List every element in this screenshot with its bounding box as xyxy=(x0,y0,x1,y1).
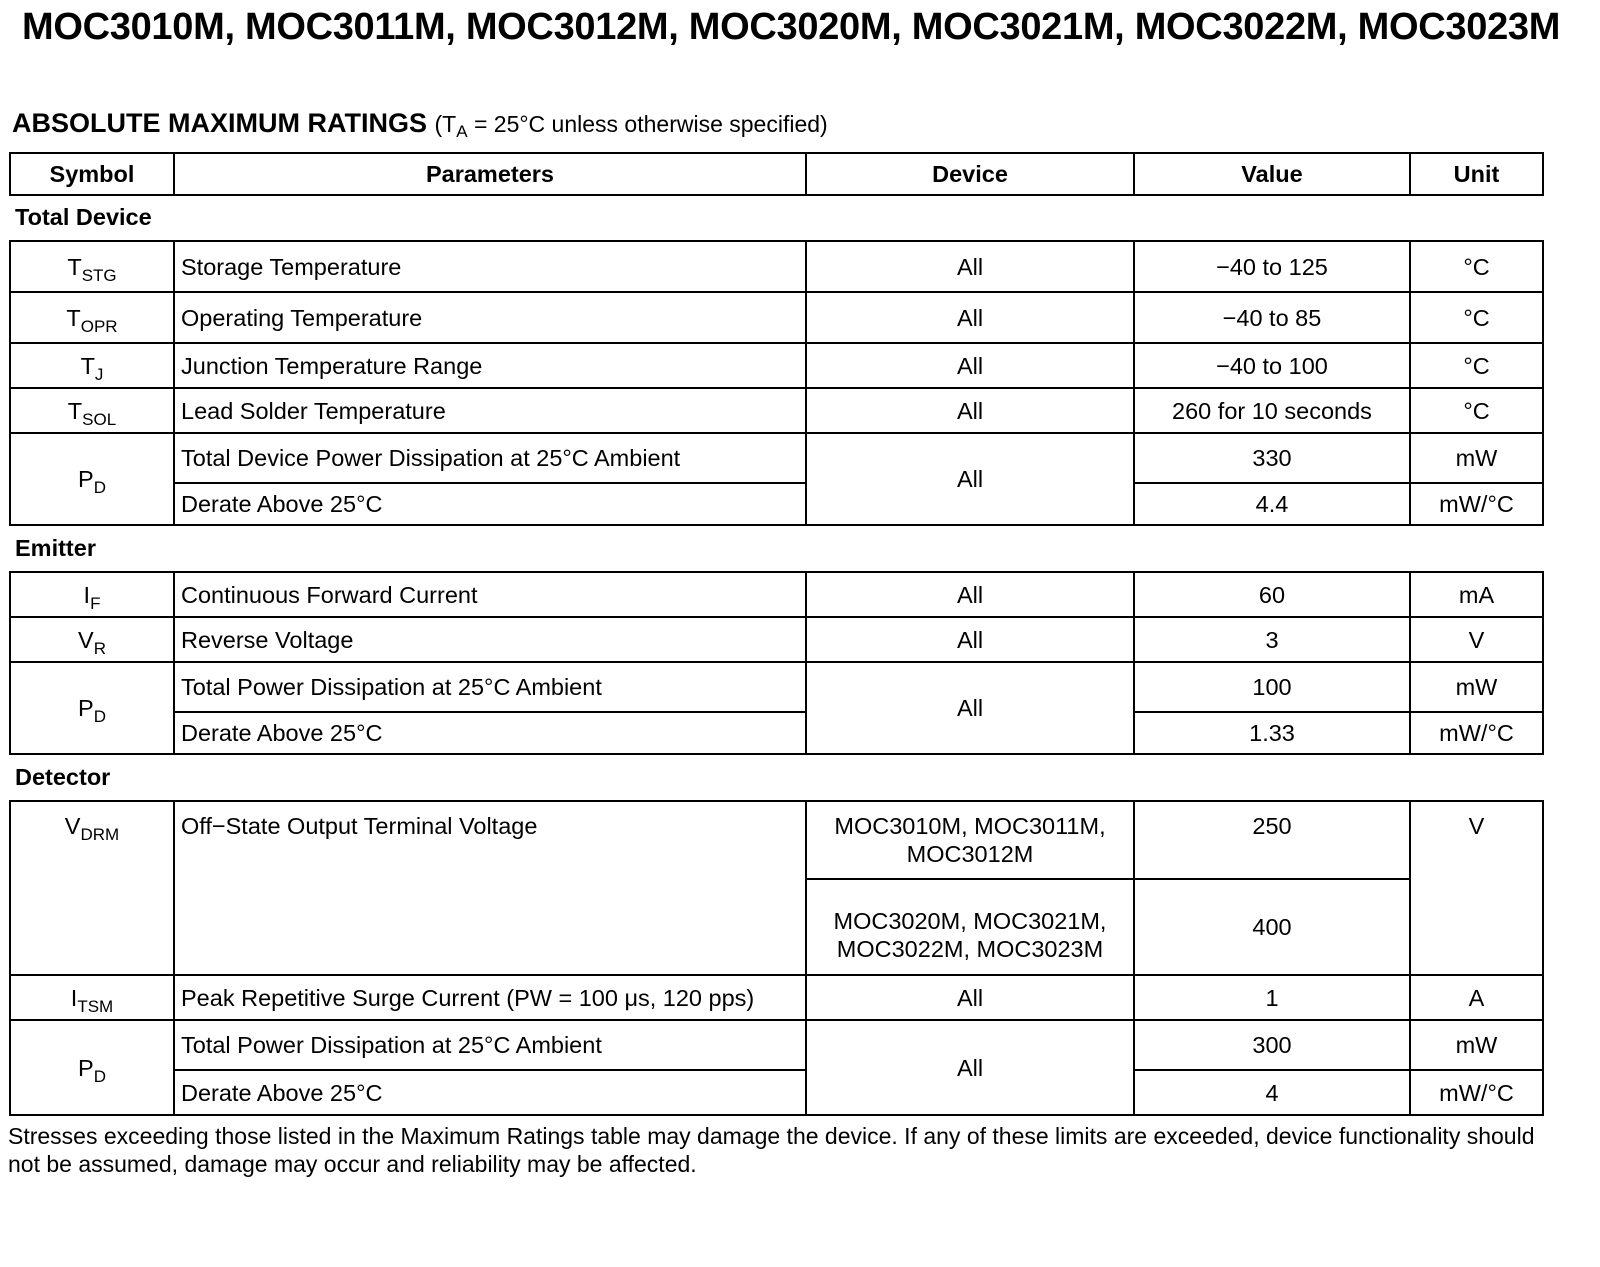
table-row xyxy=(10,433,1543,483)
header-device: Device xyxy=(806,153,1134,195)
footnote: Stresses exceeding those listed in the Maximum Ratings table may damage the device. If any of these limits are exceeded, device functionality should not be assumed, damage may occur and reliability may be affected. xyxy=(8,1123,1535,1177)
device-cell: All xyxy=(806,662,1134,754)
unit-cell: mW xyxy=(1410,433,1543,483)
symbol-cell: $I_F$ xyxy=(10,572,174,617)
device-cell: All xyxy=(806,1020,1134,1115)
parameter-cell: Lead Solder Temperature xyxy=(174,388,806,433)
unit-cell: °C xyxy=(1410,292,1543,343)
table-row xyxy=(10,617,1543,662)
header-value: Value xyxy=(1134,153,1410,195)
parameter-cell: Operating Temperature xyxy=(174,292,806,343)
section-heading xyxy=(12,108,828,142)
total-device-table xyxy=(9,240,1544,526)
unit-cell: °C xyxy=(1410,241,1543,292)
table-row xyxy=(10,292,1543,343)
symbol-cell: $P_D$ xyxy=(10,1020,174,1115)
device-cell: All xyxy=(806,241,1134,292)
value-cell: 60 xyxy=(1134,572,1410,617)
parameter-cell: Total Device Power Dissipation at 25°C Ambient xyxy=(174,433,806,483)
group-label-total-device: Total Device xyxy=(15,204,152,230)
unit-cell: mW xyxy=(1410,662,1543,712)
device-cell: All xyxy=(806,292,1134,343)
value-cell: 3 xyxy=(1134,617,1410,662)
header-symbol: Symbol xyxy=(10,153,174,195)
group-label-detector: Detector xyxy=(15,764,111,790)
emitter-table xyxy=(9,571,1544,755)
section-condition: ($T_A = 25^\circ C$ unless otherwise specified) xyxy=(434,111,828,141)
value-cell: 300 xyxy=(1134,1020,1410,1070)
parameter-cell: Junction Temperature Range xyxy=(174,343,806,388)
value-cell: 1.33 xyxy=(1134,712,1410,754)
value-cell: 260 for 10 seconds xyxy=(1134,388,1410,433)
symbol-cell: $P_D$ xyxy=(10,433,174,525)
table-row xyxy=(10,572,1543,617)
unit-cell: °C xyxy=(1410,343,1543,388)
symbol-cell: $I_{TSM}$ xyxy=(10,975,174,1020)
table-row xyxy=(10,388,1543,433)
unit-cell: mW/°C xyxy=(1410,1070,1543,1115)
value-cell: 4.4 xyxy=(1134,483,1410,525)
device-cell: MOC3010M, MOC3011M, MOC3012M xyxy=(806,801,1134,879)
symbol-cell: $P_D$ xyxy=(10,662,174,754)
unit-cell: °C xyxy=(1410,388,1543,433)
section-title: ABSOLUTE MAXIMUM RATINGS xyxy=(12,108,427,138)
parameter-cell: Derate Above 25°C xyxy=(174,483,806,525)
symbol-cell: $T_{STG}$ xyxy=(10,241,174,292)
table-row xyxy=(10,712,1543,754)
symbol-cell: $T_{OPR}$ xyxy=(10,292,174,343)
table-row xyxy=(10,801,1543,879)
table-row xyxy=(10,662,1543,712)
header-unit: Unit xyxy=(1410,153,1543,195)
parameter-cell: Total Power Dissipation at 25°C Ambient xyxy=(174,662,806,712)
ratings-header-table xyxy=(9,152,1544,196)
unit-cell: mW xyxy=(1410,1020,1543,1070)
value-cell: 250 xyxy=(1134,801,1410,879)
unit-cell: mA xyxy=(1410,572,1543,617)
symbol-cell: $T_J$ xyxy=(10,343,174,388)
group-label-emitter: Emitter xyxy=(15,535,96,561)
parameter-cell: Peak Repetitive Surge Current (PW = 100 μs, 120 pps) xyxy=(174,975,806,1020)
symbol-cell: $T_{SOL}$ xyxy=(10,388,174,433)
value-cell: −40 to 125 xyxy=(1134,241,1410,292)
parameter-cell: Derate Above 25°C xyxy=(174,712,806,754)
symbol-cell: $V_R$ xyxy=(10,617,174,662)
part-numbers-title: MOC3010M, MOC3011M, MOC3012M, MOC3020M, MOC3021M, MOC3022M, MOC3023M xyxy=(22,6,1561,48)
value-cell: 330 xyxy=(1134,433,1410,483)
unit-cell: mW/°C xyxy=(1410,483,1543,525)
table-row xyxy=(10,1070,1543,1115)
symbol-cell: $V_{DRM}$ xyxy=(10,801,174,975)
table-row xyxy=(10,1020,1543,1070)
unit-cell: V xyxy=(1410,801,1543,975)
device-cell: All xyxy=(806,388,1134,433)
device-cell: All xyxy=(806,975,1134,1020)
value-cell: 4 xyxy=(1134,1070,1410,1115)
device-cell: All xyxy=(806,343,1134,388)
value-cell: 100 xyxy=(1134,662,1410,712)
unit-cell: A xyxy=(1410,975,1543,1020)
header-parameters: Parameters xyxy=(174,153,806,195)
parameter-cell: Off−State Output Terminal Voltage xyxy=(174,801,806,975)
parameter-cell: Continuous Forward Current xyxy=(174,572,806,617)
unit-cell: mW/°C xyxy=(1410,712,1543,754)
parameter-cell: Storage Temperature xyxy=(174,241,806,292)
device-cell: All xyxy=(806,572,1134,617)
parameter-cell: Reverse Voltage xyxy=(174,617,806,662)
value-cell: 1 xyxy=(1134,975,1410,1020)
table-row xyxy=(10,975,1543,1020)
device-cell: All xyxy=(806,617,1134,662)
device-cell: All xyxy=(806,433,1134,525)
value-cell: 400 xyxy=(1134,879,1410,975)
parameter-cell: Total Power Dissipation at 25°C Ambient xyxy=(174,1020,806,1070)
value-cell: −40 to 85 xyxy=(1134,292,1410,343)
unit-cell: V xyxy=(1410,617,1543,662)
device-cell: MOC3020M, MOC3021M, MOC3022M, MOC3023M xyxy=(806,879,1134,975)
table-row xyxy=(10,483,1543,525)
value-cell: −40 to 100 xyxy=(1134,343,1410,388)
table-row xyxy=(10,241,1543,292)
parameter-cell: Derate Above 25°C xyxy=(174,1070,806,1115)
table-row xyxy=(10,343,1543,388)
detector-table xyxy=(9,800,1544,1116)
